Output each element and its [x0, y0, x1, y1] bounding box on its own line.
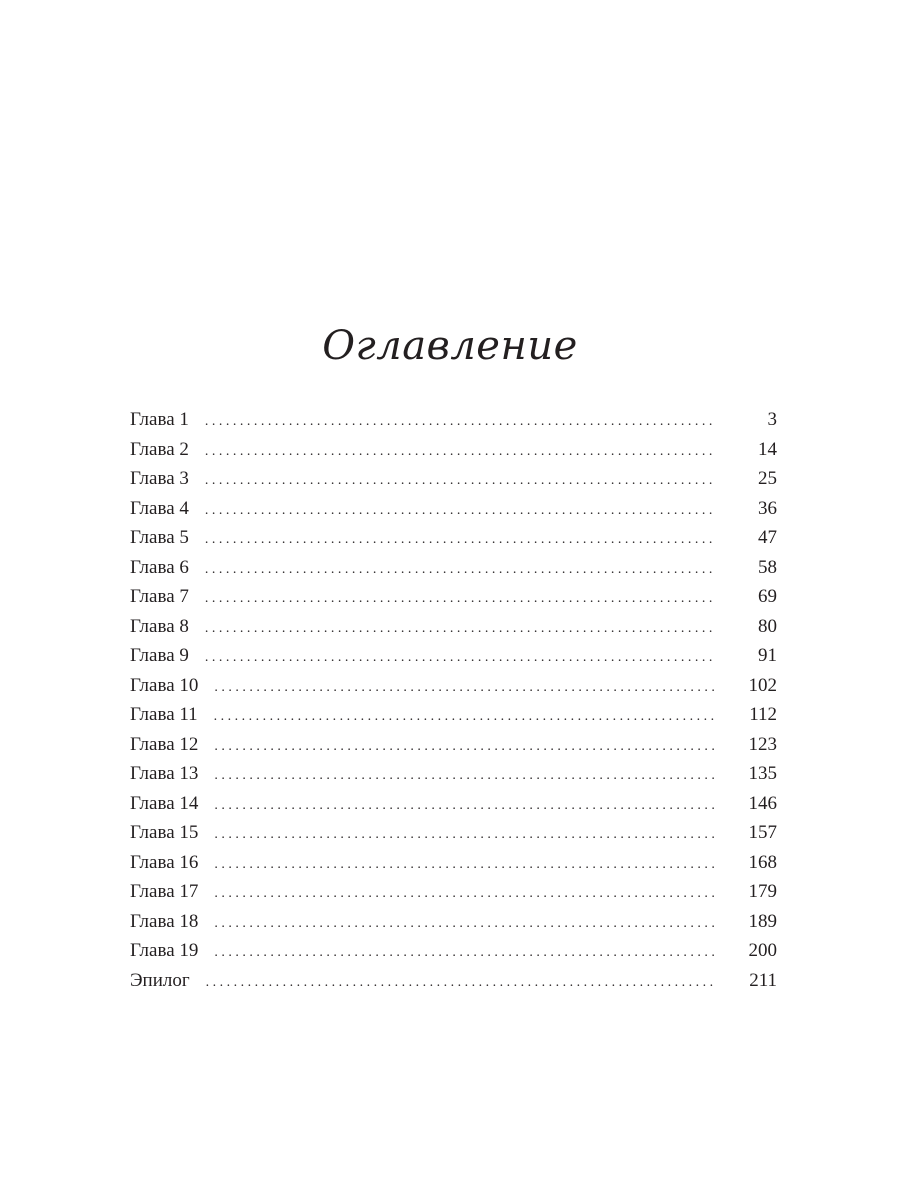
- toc-entry-label: Глава 9: [130, 645, 189, 666]
- toc-entry-label: Глава 12: [130, 733, 199, 755]
- toc-entry[interactable]: [130, 553, 777, 583]
- toc-entry[interactable]: [130, 494, 777, 524]
- toc-entry[interactable]: [130, 907, 777, 937]
- dot-leader: [205, 466, 715, 496]
- dot-leader: [214, 909, 715, 939]
- toc-entry[interactable]: [130, 435, 777, 465]
- toc-entry-label: Глава 8: [130, 615, 189, 637]
- dot-leader: [205, 555, 715, 585]
- toc-entry-label: Глава 15: [130, 822, 199, 843]
- dot-leader: [206, 968, 715, 998]
- toc-entry[interactable]: [130, 966, 777, 996]
- toc-entry[interactable]: [130, 464, 777, 494]
- dot-leader: [214, 702, 715, 732]
- toc-entry[interactable]: [130, 789, 777, 819]
- toc-entry-page-number: 211: [749, 969, 777, 991]
- dot-leader: [205, 437, 715, 467]
- toc-entry-page-number: 135: [748, 763, 777, 784]
- dot-leader: [214, 879, 715, 909]
- toc-entry[interactable]: [130, 523, 777, 553]
- toc-entry[interactable]: [130, 405, 777, 435]
- toc-entry-page-number: 47: [758, 527, 777, 548]
- dot-leader: [214, 732, 715, 762]
- toc-entry-label: Глава 6: [130, 556, 189, 578]
- toc-entry-page-number: 3: [767, 409, 777, 430]
- toc-entry-label: Глава 11: [130, 704, 198, 725]
- table-of-contents: [130, 405, 777, 995]
- toc-entry-label: Глава 17: [130, 881, 199, 902]
- toc-entry-page-number: 123: [748, 733, 777, 755]
- dot-leader: [205, 614, 715, 644]
- toc-entry-page-number: 102: [748, 674, 777, 696]
- toc-entry-label: Глава 3: [130, 468, 189, 489]
- toc-entry-label: Глава 7: [130, 586, 189, 607]
- toc-entry-page-number: 189: [748, 910, 777, 932]
- toc-entry[interactable]: [130, 818, 777, 848]
- toc-entry-label: Эпилог: [130, 969, 190, 991]
- dot-leader: [205, 525, 715, 555]
- toc-entry[interactable]: [130, 759, 777, 789]
- toc-entry[interactable]: [130, 700, 777, 730]
- toc-entry-label: Глава 19: [130, 940, 199, 961]
- toc-entry-label: Глава 16: [130, 851, 199, 873]
- toc-entry-page-number: 80: [758, 615, 777, 637]
- toc-entry-label: Глава 18: [130, 910, 199, 932]
- toc-entry-page-number: 25: [758, 468, 777, 489]
- toc-entry-page-number: 157: [748, 822, 777, 843]
- dot-leader: [214, 791, 715, 821]
- toc-entry-label: Глава 1: [130, 409, 189, 430]
- toc-entry-page-number: 69: [758, 586, 777, 607]
- toc-entry-label: Глава 10: [130, 674, 199, 696]
- toc-entry[interactable]: [130, 612, 777, 642]
- toc-entry[interactable]: [130, 641, 777, 671]
- toc-entry[interactable]: [130, 877, 777, 907]
- toc-entry-page-number: 168: [748, 851, 777, 873]
- dot-leader: [205, 643, 715, 673]
- dot-leader: [205, 496, 715, 526]
- toc-entry-page-number: 112: [749, 704, 777, 725]
- dot-leader: [205, 584, 715, 614]
- toc-entry[interactable]: [130, 582, 777, 612]
- toc-entry[interactable]: [130, 671, 777, 701]
- toc-entry-page-number: 179: [748, 881, 777, 902]
- toc-entry-page-number: 91: [758, 645, 777, 666]
- dot-leader: [214, 850, 715, 880]
- page-title: Оглавление: [322, 323, 578, 369]
- toc-entry-label: Глава 5: [130, 527, 189, 548]
- toc-entry-label: Глава 14: [130, 792, 199, 814]
- toc-entry-page-number: 200: [748, 940, 777, 961]
- toc-entry-label: Глава 2: [130, 438, 189, 460]
- toc-entry-page-number: 58: [758, 556, 777, 578]
- toc-entry[interactable]: [130, 848, 777, 878]
- toc-entry-page-number: 14: [758, 438, 777, 460]
- toc-entry-label: Глава 4: [130, 497, 189, 519]
- toc-entry-page-number: 36: [758, 497, 777, 519]
- toc-entry[interactable]: [130, 936, 777, 966]
- toc-entry[interactable]: [130, 730, 777, 760]
- dot-leader: [214, 938, 715, 968]
- toc-entry-label: Глава 13: [130, 763, 199, 784]
- toc-entry-page-number: 146: [748, 792, 777, 814]
- dot-leader: [214, 761, 715, 791]
- dot-leader: [205, 407, 715, 437]
- dot-leader: [214, 673, 715, 703]
- dot-leader: [214, 820, 715, 850]
